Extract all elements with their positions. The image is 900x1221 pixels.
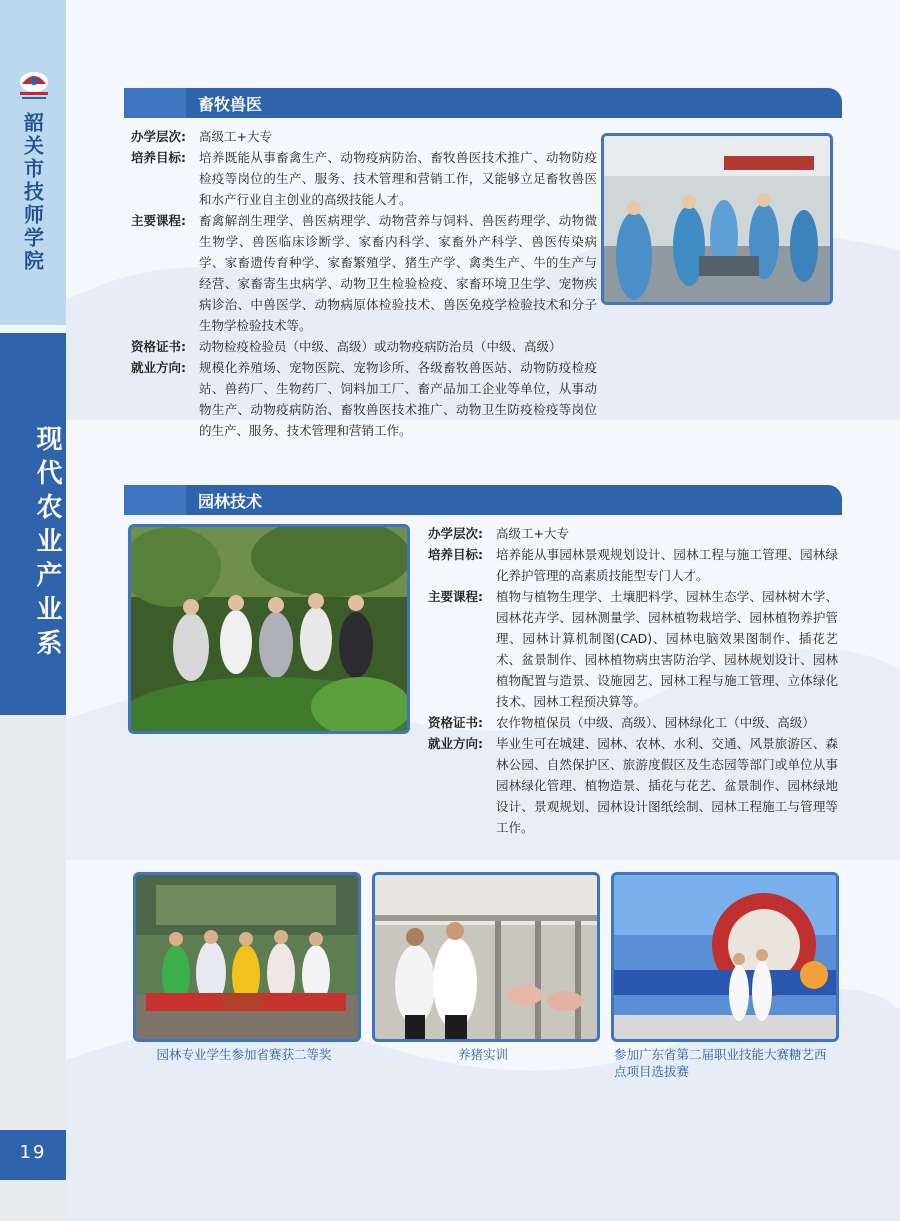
section-title: 园林技术 [198, 492, 263, 511]
info-value: 培养既能从事畜禽生产、动物疫病防治、畜牧兽医技术推广、动物防疫检疫等岗位的生产、服务、技术管理和营销工作，又能够立足畜牧兽医和水产行业自主创业的高级技能人才。 [199, 150, 597, 207]
info-label: 就业方向: [131, 360, 186, 375]
section-title: 畜牧兽医 [198, 95, 263, 114]
info-row-level [131, 126, 597, 147]
photo-garden-study [128, 524, 410, 734]
caption-pig-training: 养猪实训 [457, 1047, 508, 1062]
info-row-certificate [428, 712, 838, 733]
info-value: 农作物植保员（中级、高级）、园林绿化工（中级、高级） [496, 715, 815, 730]
info-value: 规模化养殖场、宠物医院、宠物诊所、各级畜牧兽医站、动物防疫检疫站、兽药厂、生物药厂、饲料加工厂、畜产品加工企业等单位，从事动物生产、动物疫病防治、畜牧兽医技术推广、动物卫生防疫检疫等岗位的生产、服务、技术管理和营销工作。 [199, 360, 597, 438]
department-name: 现代农业产业系 [32, 425, 62, 663]
info-label: 办学层次: [428, 526, 483, 541]
info-row-goal [131, 147, 597, 210]
info-row-courses [428, 586, 838, 712]
section-header-landscape [124, 485, 842, 515]
caption-competition: 参加广东省第二届职业技能大赛糖艺西点项目选拔赛 [614, 1047, 827, 1079]
info-label: 培养目标: [428, 547, 483, 562]
info-label: 主要课程: [131, 213, 186, 228]
photo-pig-farm-training [372, 872, 600, 1042]
info-label: 培养目标: [131, 150, 186, 165]
info-value: 高级工+大专 [199, 129, 272, 144]
info-label: 资格证书: [428, 715, 483, 730]
sidebar [0, 0, 66, 1221]
info-value: 植物与植物生理学、土壤肥料学、园林生态学、园林树木学、园林花卉学、园林测量学、园林植物栽培学、园林植物养护管理、园林计算机制图(CAD)、园林电脑效果图制作、插花艺术、盆景制作、园林植物病虫害防治学、园林规划设计、园林植物配置与造景、设施园艺、园林工程与施工管理、立体绿化技术、园林工程预决算等。 [496, 589, 838, 709]
info-row-courses [131, 210, 597, 336]
info-row-goal [428, 544, 838, 586]
info-value: 培养能从事园林景观规划设计、园林工程与施工管理、园林绿化养护管理的高素质技能型专门人才。 [496, 547, 838, 583]
school-logo-icon [16, 70, 52, 104]
photo-award-team [133, 872, 361, 1042]
section1-info [131, 126, 597, 441]
info-row-level [428, 523, 838, 544]
caption-award: 园林专业学生参加省赛获二等奖 [156, 1047, 332, 1062]
info-label: 办学层次: [131, 129, 186, 144]
section2-info [428, 523, 838, 838]
photo-skills-competition [611, 872, 839, 1042]
school-name: 韶关市技师学院 [20, 112, 45, 273]
info-value: 高级工+大专 [496, 526, 569, 541]
info-row-certificate [131, 336, 597, 357]
page-number: 19 [19, 1142, 47, 1163]
info-label: 主要课程: [428, 589, 483, 604]
info-value: 畜禽解剖生理学、兽医病理学、动物营养与饲料、兽医药理学、动物微生物学、兽医临床诊断学、家畜内科学、家畜外产科学、兽医传染病学、家畜遗传育种学、家畜繁殖学、猪生产学、禽类生产、牛的生产与经营、家畜寄生虫病学、动物卫生检验检疫、家畜环境卫生学、宠物疾病诊治、中兽医学、动物病原体检验技术、兽医免疫学检验技术和分子生物学检验技术等。 [199, 213, 597, 333]
info-value: 毕业生可在城建、园林、农林、水利、交通、风景旅游区、森林公园、自然保护区、旅游度假区及生态园等部门或单位从事园林绿化管理、植物造景、插花与花艺、盆景制作、园林绿地设计、景观规划、园林设计图纸绘制、园林工程施工与管理等工作。 [496, 736, 838, 835]
photo-veterinary-lab [601, 133, 833, 305]
info-label: 资格证书: [131, 339, 186, 354]
info-row-jobs [131, 357, 597, 441]
info-value: 动物检疫检验员（中级、高级）或动物疫病防治员（中级、高级） [199, 339, 562, 354]
info-row-jobs [428, 733, 838, 838]
info-label: 就业方向: [428, 736, 483, 751]
section-header-animal-husbandry [124, 88, 842, 118]
